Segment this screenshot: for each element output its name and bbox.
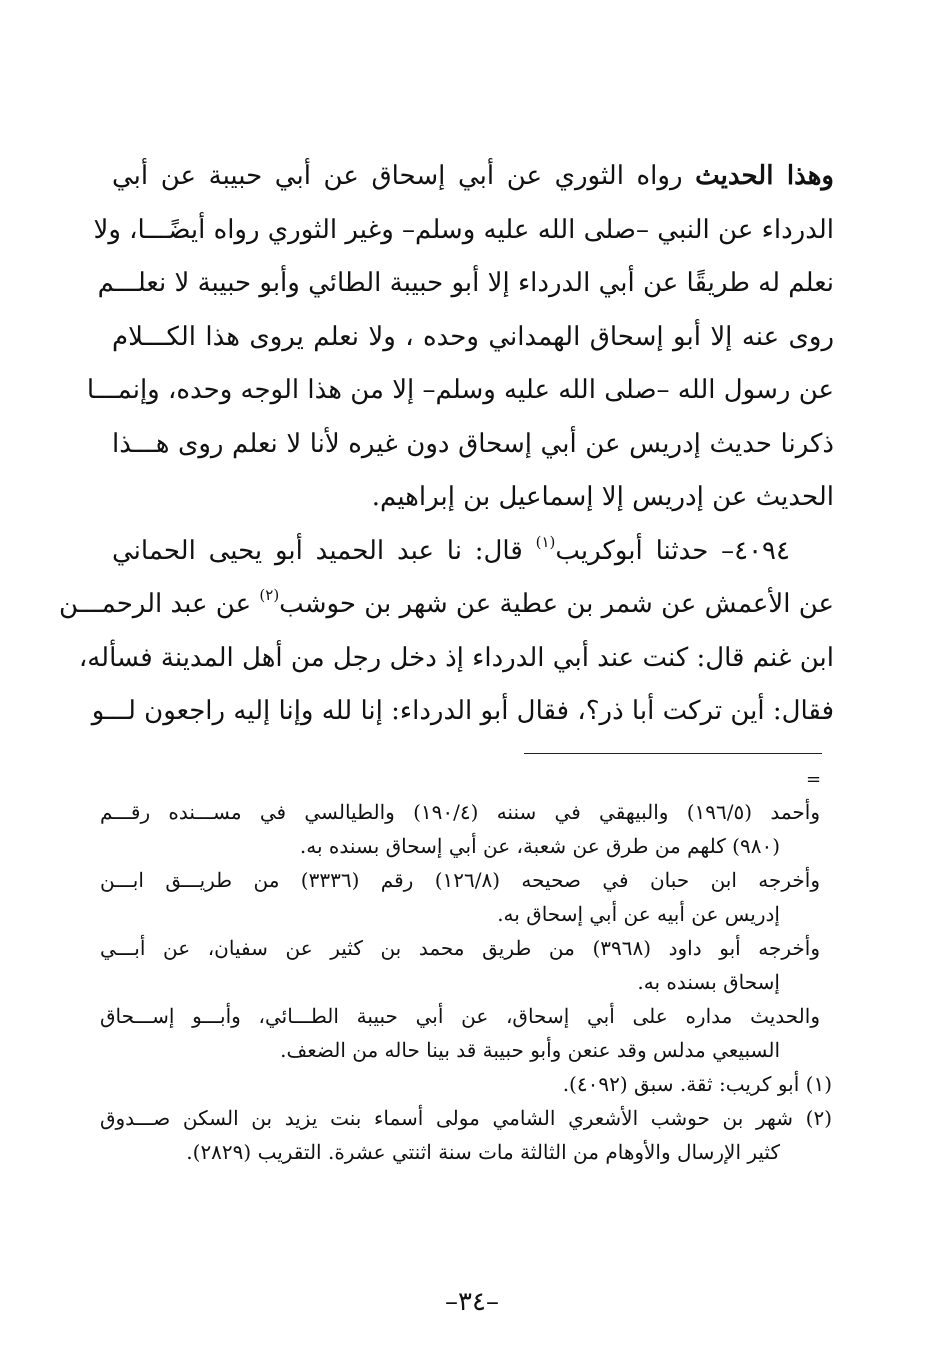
main-line-7 xyxy=(112,471,834,525)
footnote-line: إسحاق بسنده به. xyxy=(637,970,780,994)
footnote-line: إدريس عن أبيه عن أبي إسحاق به. xyxy=(497,902,780,926)
main-line-text: ذكرنا حديث إدريس عن أبي إسحاق دون غيره لأنا لا نعلم روى هـــذا xyxy=(112,428,834,459)
main-line-5 xyxy=(86,364,834,418)
main-line-6 xyxy=(112,418,834,472)
main-line-text: الحديث عن إدريس إلا إسماعيل بن إبراهيم. xyxy=(371,482,834,512)
footnote-separator xyxy=(524,753,822,754)
footnote-line: السبيعي مدلس وقد عنعن وأبو حبيبة قد بينا حاله من الضعف. xyxy=(280,1038,780,1062)
main-line-text: روى عنه إلا أبو إسحاق الهمداني وحده ، ولا نعلم يروى هذا الكـــلام xyxy=(112,321,834,352)
page-number: –٣٤– xyxy=(445,1287,499,1317)
main-line-text: نعلم له طريقًا عن أبي الدرداء إلا أبو حبيبة الطائي وأبو حبيبة لا نعلـــم xyxy=(97,268,834,298)
footnote-line: والحديث مداره على أبي إسحاق، عن أبي حبيبة الطـــائي، وأبـــو إســـحاق xyxy=(100,1004,820,1028)
main-line-11 xyxy=(91,685,834,739)
footnote-line: وأحمد (١٩٦/٥) والبيهقي في سننه (١٩٠/٤) والطيالسي في مســـنده رقـــم xyxy=(100,800,820,824)
main-line-10 xyxy=(78,632,834,686)
footnote-line: (٩٨٠) كلهم من طرق عن شعبة، عن أبي إسحاق بسنده به. xyxy=(299,834,780,858)
footnotes xyxy=(100,795,832,1169)
main-line-text: الدرداء عن النبي –صلى الله عليه وسلم– وغير الثوري رواه أيضًـــا، ولا xyxy=(93,214,834,245)
hadith-opening: ٤٠٩٤– حدثنا أبوكريب xyxy=(555,535,790,566)
footnote-line: وأخرجه ابن حبان في صحيحه (١٢٦/٨) رقم (٣٣٣٦) من طريـــق ابـــن xyxy=(100,868,821,892)
footnote-2-continued: كثير الإرسال والأوهام من الثالثة مات سنة اثنتي عشرة. التقريب (٢٨٢٩). xyxy=(186,1140,780,1164)
footnote-ref-2: (٢) xyxy=(259,586,280,605)
footnote-1: (١) أبو كريب: ثقة. سبق (٤٠٩٢). xyxy=(562,1072,832,1096)
main-line-text: عن عبد الرحمـــن xyxy=(59,589,260,619)
emphasis-phrase: وهذا الحديث xyxy=(695,161,834,191)
main-line-text: عن رسول الله –صلى الله عليه وسلم– إلا من هذا الوجه وحده، وإنمـــا xyxy=(86,375,834,405)
footnote-line: وأخرجه أبو داود (٣٩٦٨) من طريق محمد بن كثير عن سفيان، عن أبـــي xyxy=(100,936,820,960)
main-line-9 xyxy=(59,578,834,632)
footnote-continuation-mark: = xyxy=(806,769,822,790)
footnote-2: (٢) شهر بن حوشب الأشعري الشامي مولى أسماء بنت يزيد بن السكن صـــدوق xyxy=(100,1106,832,1130)
main-line-4 xyxy=(112,311,834,365)
main-text xyxy=(59,150,834,739)
main-line-pre: عن الأعمش عن شمر بن عطية عن شهر بن حوشب xyxy=(279,589,834,619)
footnote-ref-1: (١) xyxy=(535,532,556,551)
main-line-2 xyxy=(93,204,834,258)
main-line-text: رواه الثوري عن أبي إسحاق عن أبي حبيبة عن أبي xyxy=(112,161,696,191)
hadith-number-line xyxy=(112,525,834,579)
main-line-text: فقال: أين تركت أبا ذر؟، فقال أبو الدرداء: إنا لله وإنا إليه راجعون لـــو xyxy=(91,696,834,726)
main-line-text: ابن غنم قال: كنت عند أبي الدرداء إذ دخل رجل من أهل المدينة فسأله، xyxy=(78,642,834,673)
main-line-text: قال: نا عبد الحميد أبو يحيى الحماني xyxy=(112,535,536,566)
main-line-1 xyxy=(112,150,834,204)
main-line-3 xyxy=(97,257,834,311)
